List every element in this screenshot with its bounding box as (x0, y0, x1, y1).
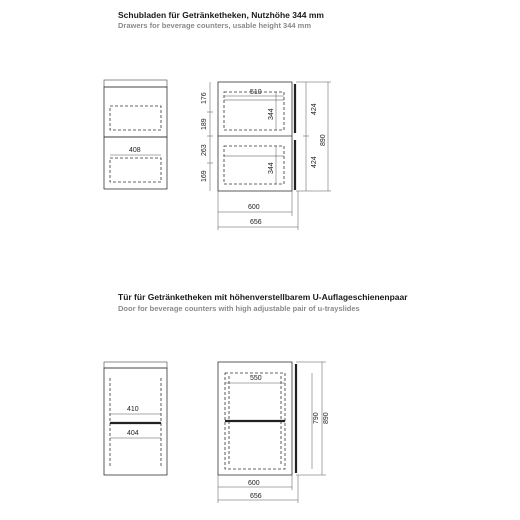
dim-label-404: 404 (127, 430, 139, 437)
drawer-front-view (201, 82, 331, 230)
dim-label-890-door: 890 (323, 412, 330, 424)
front-lower-drawer-inner (224, 146, 284, 184)
dim-label-169: 169 (201, 170, 208, 182)
section1-subtitle: Drawers for beverage counters, usable height 344 mm (118, 21, 311, 30)
dim-label-424-lower: 424 (311, 156, 318, 168)
dim-label-263: 263 (201, 144, 208, 156)
dim-label-176: 176 (201, 92, 208, 104)
dim-label-890: 890 (320, 134, 327, 146)
section2-title: Tür für Getränketheken mit höhenverstellbarem U-Auflageschienenpaar (118, 292, 408, 302)
side-lower-drawer-inner (110, 158, 161, 182)
dim-label-410: 410 (127, 406, 139, 413)
dim-label-600-door: 600 (248, 480, 260, 487)
door-side-top-plate (104, 362, 167, 368)
side-upper-drawer-inner (110, 106, 161, 130)
section2-subtitle: Door for beverage counters with high adjustable pair of u-trayslides (118, 304, 360, 313)
front-cabinet (218, 82, 292, 191)
dim-label-344-upper: 344 (268, 108, 275, 120)
dim-label-656-door: 656 (250, 493, 262, 500)
dim-label-344-lower: 344 (268, 162, 275, 174)
dim-label-408: 408 (129, 147, 141, 154)
front-upper-drawer-inner (224, 92, 284, 130)
drawer-side-view (104, 80, 167, 189)
dim-label-189: 189 (201, 118, 208, 130)
dim-label-600: 600 (248, 204, 260, 211)
dim-label-510: 510 (250, 89, 262, 96)
dim-label-656: 656 (250, 219, 262, 226)
section1-title: Schubladen für Getränketheken, Nutzhöhe 344 mm (118, 10, 324, 20)
dim-label-790: 790 (313, 412, 320, 424)
side-top-plate (104, 80, 167, 87)
dim-label-550: 550 (250, 375, 262, 382)
door-side-view (104, 362, 167, 475)
dim-label-424-upper: 424 (311, 103, 318, 115)
door-front-view (218, 362, 330, 503)
side-upper-drawer (104, 87, 167, 137)
door-side-body (104, 368, 167, 475)
side-lower-drawer (104, 137, 167, 189)
